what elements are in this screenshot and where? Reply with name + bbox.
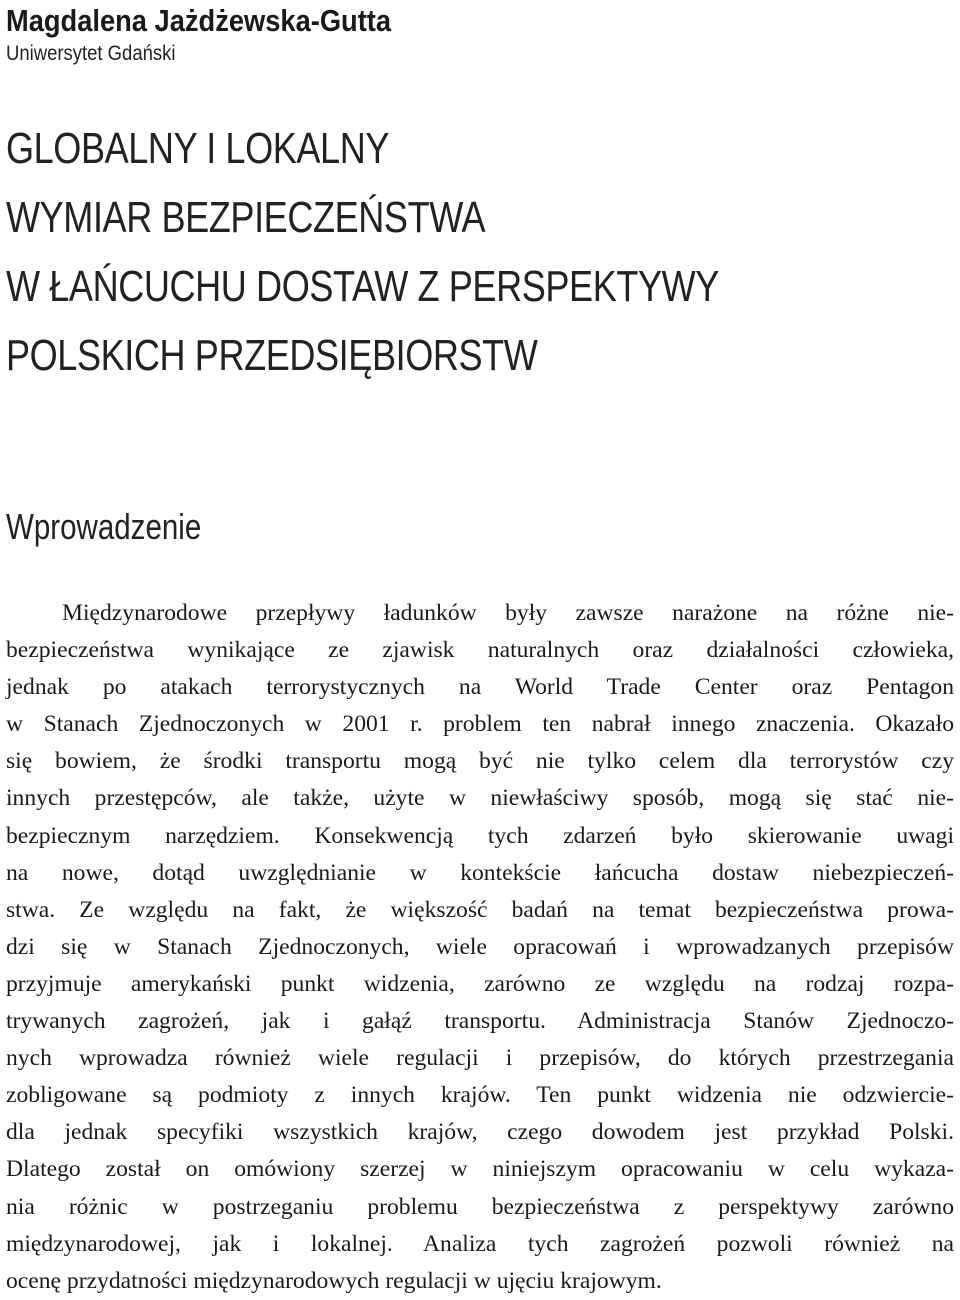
author-affiliation: Uniwersytet Gdański: [6, 42, 176, 65]
paragraph-line: bezpieczeństwa wynikające ze zjawisk naturalnych oraz działalności człowieka,: [6, 637, 954, 664]
paragraph-line: bezpiecznym narzędziem. Konsekwencją tych zdarzeń było skierowanie uwagi: [6, 822, 954, 849]
paragraph-line: innych przestępców, ale także, użyte w niewłaściwy sposób, mogą się stać nie-: [6, 785, 954, 812]
article-title: [6, 114, 954, 390]
introduction-paragraph: [6, 595, 954, 1300]
paragraph-line: na nowe, dotąd uwzględnianie w kontekście łańcucha dostaw niebezpieczeń-: [6, 859, 954, 886]
paragraph-line: ocenę przydatności międzynarodowych regulacji w ujęciu krajowym.: [6, 1267, 662, 1294]
paragraph-line: dla jednak specyfiki wszystkich krajów, czego dowodem jest przykład Polski.: [6, 1119, 954, 1146]
paragraph-line: się bowiem, że środki transportu mogą być nie tylko celem dla terrorystów czy: [6, 748, 954, 775]
paragraph-line: przyjmuje amerykański punkt widzenia, zarówno ze względu na rodzaj rozpa-: [6, 970, 954, 997]
paragraph-line: nych wprowadza również wiele regulacji i przepisów, do których przestrzegania: [6, 1045, 954, 1072]
paragraph-line: trywanych zagrożeń, jak i gałąź transportu. Administracja Stanów Zjednoczo-: [6, 1008, 954, 1035]
paragraph-line: dzi się w Stanach Zjednoczonych, wiele opracowań i wprowadzanych przepisów: [6, 933, 954, 960]
paragraph-line: międzynarodowej, jak i lokalnej. Analiza tych zagrożeń pozwoli również na: [6, 1230, 954, 1257]
paragraph-line: Dlatego został on omówiony szerzej w niniejszym opracowaniu w celu wykaza-: [6, 1156, 954, 1183]
title-line: GLOBALNY I LOKALNY: [6, 124, 390, 173]
title-line: W ŁAŃCUCHU DOSTAW Z PERSPEKTYWY: [6, 262, 719, 311]
article-page: [6, 0, 954, 1300]
paragraph-line: jednak po atakach terrorystycznych na World Trade Center oraz Pentagon: [6, 674, 954, 701]
section-heading: Wprowadzenie: [6, 506, 202, 547]
paragraph-line: nia różnic w postrzeganiu problemu bezpieczeństwa z perspektywy zarówno: [6, 1193, 954, 1220]
title-line: WYMIAR BEZPIECZEŃSTWA: [6, 193, 486, 242]
paragraph-line: w Stanach Zjednoczonych w 2001 r. problem ten nabrał innego znaczenia. Okazało: [6, 711, 954, 738]
paragraph-line: Międzynarodowe przepływy ładunków były zawsze narażone na różne nie-: [62, 600, 954, 626]
paragraph-line: zobligowane są podmioty z innych krajów. Ten punkt widzenia nie odzwiercie-: [6, 1082, 954, 1109]
author-name: Magdalena Jażdżewska-Gutta: [6, 3, 392, 38]
title-line: POLSKICH PRZEDSIĘBIORSTW: [6, 331, 538, 380]
paragraph-line: stwa. Ze względu na fakt, że większość badań na temat bezpieczeństwa prowa-: [6, 896, 954, 923]
